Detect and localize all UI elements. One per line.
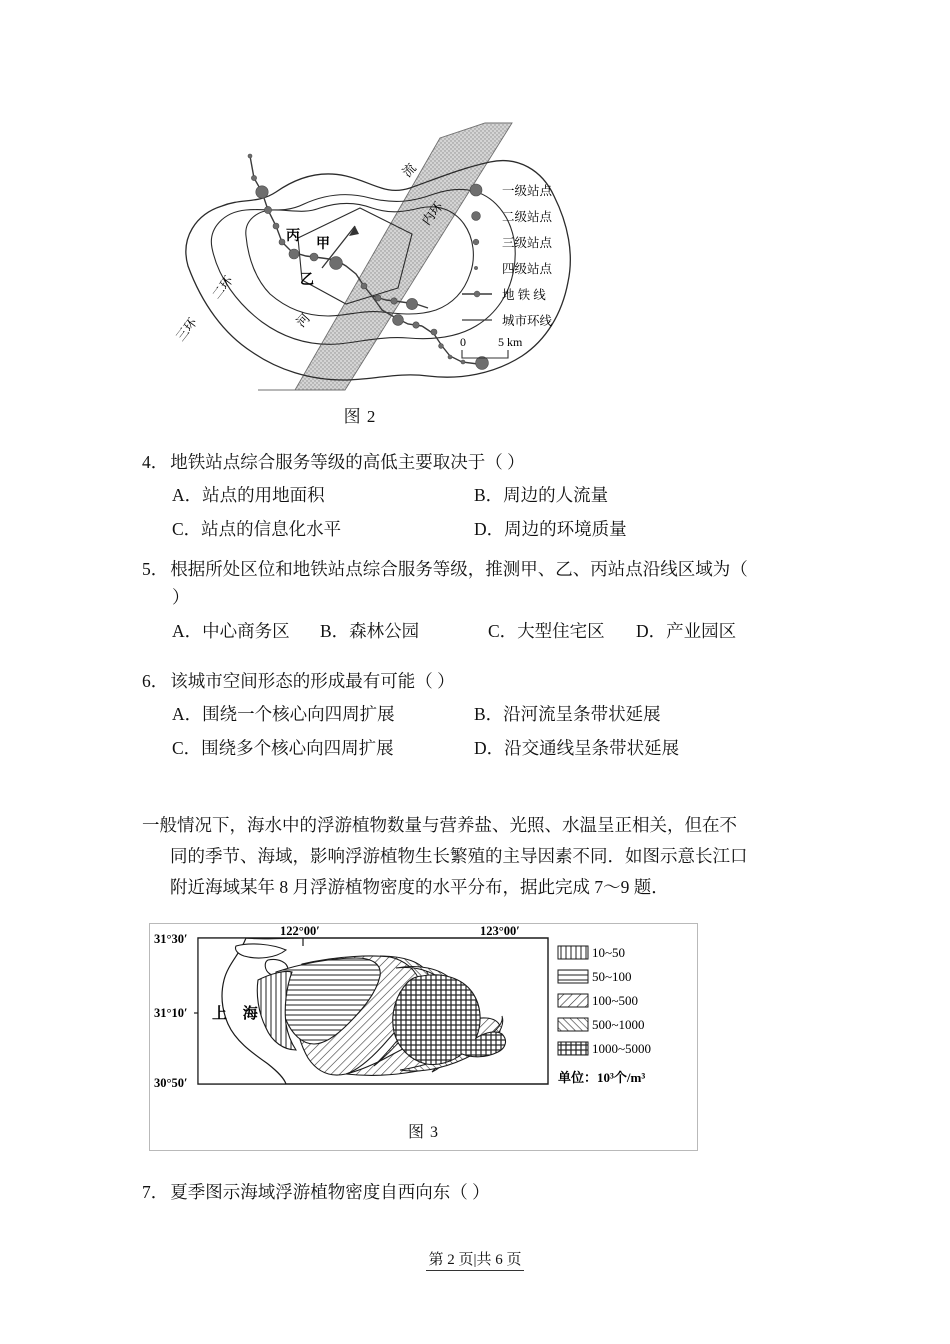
legend-level-2-station-dot — [472, 212, 481, 221]
question-4-option-b[interactable]: B．周边的人流量 — [474, 485, 609, 506]
figure-3-lat-label-bottom: 30°50′ — [154, 1076, 188, 1090]
legend-label-metro-line: 地 铁 线 — [502, 288, 546, 302]
question-5-stem-line — [142, 555, 842, 583]
legend-label-level-4: 四级站点 — [502, 262, 553, 276]
station-level-1 — [256, 186, 268, 198]
label-jia: 甲 — [316, 237, 330, 252]
station-level-3 — [273, 223, 279, 229]
station-level-3 — [391, 298, 397, 304]
legend-label-level-2: 二级站点 — [502, 210, 553, 224]
option-row — [172, 481, 842, 509]
station-level-4 — [248, 154, 252, 158]
passage-line-3: 附近海域某年 8 月浮游植物密度的水平分布，据此完成 7～9 题． — [170, 877, 669, 898]
legend-swatch-horizontal-lines — [558, 970, 588, 983]
figure-3-svg — [150, 924, 697, 1104]
label-bing: 丙 — [286, 229, 300, 244]
figure-2-svg — [150, 118, 650, 398]
page-number-text: 第 2 页|共 6 页 — [426, 1248, 523, 1271]
legend-level-4-station-dot — [474, 266, 478, 270]
station-level-2 — [406, 298, 417, 309]
question-5-stem-continuation: ） — [172, 587, 190, 608]
label-third-ring: 三环 — [173, 315, 200, 344]
question-4-option-a[interactable]: A．站点的用地面积 — [172, 485, 325, 506]
option-row — [172, 734, 842, 762]
legend-swatch-vertical-lines — [558, 946, 588, 959]
legend-level-1-station-dot — [470, 184, 482, 196]
station-level-3 — [279, 239, 285, 245]
legend-metro-line-symbol — [462, 291, 492, 297]
legend-label-100-500: 100~500 — [592, 993, 639, 1008]
station-level-2-jia — [310, 253, 318, 261]
figure-2-metro-map — [150, 118, 650, 438]
page-footer — [0, 1248, 950, 1271]
station-level-1-yi — [330, 257, 343, 270]
legend-swatch-cross-hatch — [558, 1042, 588, 1055]
figure-3-legend — [558, 945, 651, 1085]
figure-2-scale-bar — [460, 335, 523, 358]
figure-3-plankton-map — [149, 923, 698, 1151]
question-6-option-c[interactable]: C．围绕多个核心向四周扩展 — [172, 737, 394, 758]
station-level-2 — [264, 206, 271, 213]
question-7-stem: 夏季图示海域浮游植物密度自西向东（ ） — [170, 1182, 490, 1202]
question-6-stem: 该城市空间形态的形成最有可能（ ） — [170, 671, 455, 691]
figure-3-lat-label-mid: 31°10′ — [154, 1006, 188, 1020]
option-row — [172, 700, 842, 728]
figure-3-lat-label-top: 31°30′ — [154, 932, 188, 946]
question-6-number: 6． — [142, 671, 169, 691]
question-4 — [142, 448, 842, 548]
question-5-option-c[interactable]: C．大型住宅区 — [488, 620, 605, 641]
question-5-number: 5． — [142, 559, 169, 579]
figure-2-legend — [460, 183, 553, 358]
label-second-ring: 二环 — [209, 273, 236, 302]
river-label-top: 流 — [399, 160, 419, 181]
question-5-option-a[interactable]: A．中心商务区 — [172, 620, 290, 641]
figure-3-lon-label-left: 122°00′ — [280, 924, 320, 938]
scale-bar-start: 0 — [460, 335, 466, 349]
question-5-stem: 根据所处区位和地铁站点综合服务等级，推测甲、乙、丙站点沿线区域为（ — [170, 559, 748, 579]
river-label-bottom: 河 — [293, 310, 313, 331]
station-level-2-bing — [289, 249, 299, 259]
question-4-option-d[interactable]: D．周边的环境质量 — [474, 518, 627, 539]
label-yi: 乙 — [300, 273, 314, 288]
legend-level-3-station-dot — [473, 239, 479, 245]
question-7-stem-line — [142, 1178, 842, 1206]
question-4-options — [142, 481, 842, 543]
station-level-4 — [461, 360, 465, 364]
question-5-option-d[interactable]: D．产业园区 — [636, 620, 737, 641]
question-6-option-b[interactable]: B．沿河流呈条带状延展 — [474, 704, 661, 725]
question-4-stem-line — [142, 448, 842, 476]
station-level-4 — [439, 344, 444, 349]
reading-passage — [142, 810, 842, 903]
question-5-option-b[interactable]: B．森林公园 — [320, 620, 420, 641]
legend-label-10-50: 10~50 — [592, 945, 626, 960]
station-level-4 — [448, 355, 452, 359]
legend-label-level-1: 一级站点 — [502, 184, 553, 198]
option-row — [172, 515, 842, 543]
figure-3-caption: 图 3 — [407, 1124, 439, 1141]
question-6 — [142, 667, 842, 767]
question-4-stem: 地铁站点综合服务等级的高低主要取决于（ ） — [170, 452, 525, 472]
station-level-3 — [375, 295, 381, 301]
question-6-option-a[interactable]: A．围绕一个核心向四周扩展 — [172, 704, 395, 725]
question-7-number: 7． — [142, 1182, 169, 1202]
station-level-2 — [393, 315, 404, 326]
figure-3-lon-label-right: 123°00′ — [480, 924, 520, 938]
question-4-number: 4． — [142, 452, 169, 472]
legend-swatch-diagonal-back — [558, 1018, 588, 1031]
figure-2-caption: 图 2 — [343, 407, 377, 426]
legend-label-ring-road: 城市环线 — [502, 314, 553, 328]
question-4-option-c[interactable]: C．站点的信息化水平 — [172, 518, 342, 539]
station-level-3 — [413, 322, 419, 328]
legend-label-50-100: 50~100 — [592, 969, 632, 984]
legend-label-500-1000: 500~1000 — [592, 1017, 645, 1032]
question-6-option-d[interactable]: D．沿交通线呈条带状延展 — [474, 737, 680, 758]
chongming-island — [235, 944, 286, 958]
station-level-3 — [361, 283, 367, 289]
station-level-3 — [251, 175, 256, 180]
question-5 — [142, 555, 842, 645]
legend-label-level-3: 三级站点 — [502, 236, 553, 250]
scale-bar-end: 5 km — [498, 335, 523, 349]
passage-line-1: 一般情况下，海水中的浮游植物数量与营养盐、光照、水温呈正相关，但在不 — [142, 815, 737, 835]
legend-swatch-diagonal-forward — [558, 994, 588, 1007]
label-inner-ring: 内环 — [419, 199, 446, 228]
question-5-options — [142, 617, 842, 645]
passage-line-2: 同的季节、海域，影响浮游植物生长繁殖的主导因素不同．如图示意长江口 — [170, 846, 748, 867]
question-7 — [142, 1178, 842, 1206]
legend-label-1000-5000: 1000~5000 — [592, 1041, 652, 1056]
figure-3-unit-label: 单位：10³个/m³ — [558, 1070, 646, 1085]
figure-3-place-label: 上 海 — [212, 1006, 264, 1022]
question-6-options — [142, 700, 842, 762]
question-6-stem-line — [142, 667, 842, 695]
station-level-3 — [431, 329, 437, 335]
